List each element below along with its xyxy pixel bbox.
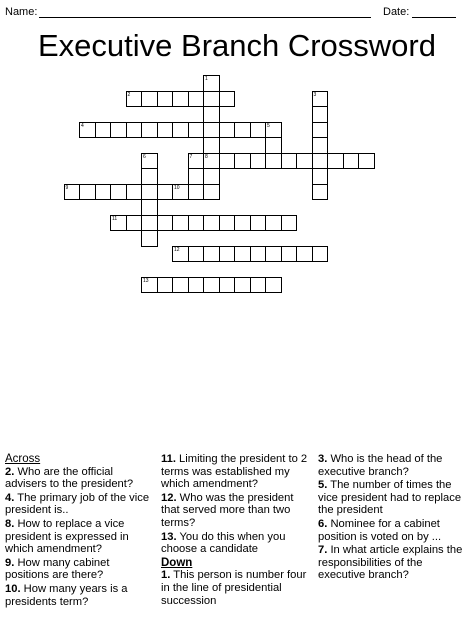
crossword-cell[interactable] — [203, 122, 220, 139]
clue-text: Limiting the president to 2 terms was established my which amendment? — [161, 453, 308, 491]
cell-number: 2 — [127, 91, 131, 98]
crossword-cell[interactable] — [141, 153, 158, 170]
crossword-cell[interactable] — [157, 91, 174, 108]
crossword-cell[interactable] — [296, 153, 313, 170]
clue-column-3 — [318, 453, 470, 583]
crossword-cell[interactable] — [203, 153, 220, 170]
clue-text: The primary job of the vice president is.. — [5, 491, 150, 517]
crossword-cell[interactable] — [188, 168, 205, 185]
clue-number: 1. — [161, 569, 171, 582]
crossword-cell[interactable] — [265, 215, 282, 232]
crossword-cell[interactable] — [141, 184, 158, 201]
crossword-cell[interactable] — [234, 246, 251, 263]
crossword-cell[interactable] — [141, 277, 158, 294]
clue-across-12 — [161, 492, 311, 530]
name-date-row — [5, 5, 469, 19]
crossword-cell[interactable] — [157, 122, 174, 139]
crossword-cell[interactable] — [110, 122, 127, 139]
crossword-cell[interactable] — [188, 122, 205, 139]
crossword-cell[interactable] — [203, 277, 220, 294]
crossword-cell[interactable] — [358, 153, 375, 170]
clue-across-9 — [5, 557, 153, 582]
clue-text: How many cabinet positions are there? — [5, 556, 110, 582]
crossword-cell[interactable] — [157, 215, 174, 232]
crossword-cell[interactable] — [110, 184, 127, 201]
crossword-cell[interactable] — [126, 91, 143, 108]
crossword-cell[interactable] — [188, 246, 205, 263]
cell-number: 9 — [65, 184, 69, 191]
crossword-cell[interactable] — [79, 184, 96, 201]
clue-column-1 — [5, 453, 153, 609]
clue-number: 7. — [318, 544, 328, 557]
cell-number: 3 — [313, 91, 317, 98]
clue-number: 8. — [5, 517, 15, 530]
date-label: Date: — [383, 6, 410, 18]
clue-down-5 — [318, 479, 470, 517]
clue-down-6 — [318, 518, 470, 543]
down-heading: Down — [161, 556, 193, 569]
crossword-cell[interactable] — [265, 153, 282, 170]
crossword-cell[interactable] — [126, 184, 143, 201]
clue-across-10 — [5, 583, 153, 608]
crossword-cell[interactable] — [203, 168, 220, 185]
clue-number: 13. — [161, 530, 177, 543]
crossword-cell[interactable] — [265, 277, 282, 294]
crossword-cell[interactable] — [141, 168, 158, 185]
crossword-cell[interactable] — [219, 91, 236, 108]
clue-text: This person is number four in the line of presidential succession — [161, 569, 307, 607]
clue-number: 3. — [318, 453, 328, 465]
cell-number: 1 — [205, 76, 208, 82]
cell-number: 12 — [174, 246, 180, 253]
crossword-cell[interactable] — [312, 122, 329, 139]
cell-number: 4 — [81, 122, 84, 129]
clue-down-3 — [318, 453, 470, 478]
clue-number: 4. — [5, 491, 15, 504]
crossword-cell[interactable] — [250, 153, 267, 170]
cell-number: 5 — [267, 122, 270, 129]
clue-number: 12. — [161, 491, 177, 504]
clue-number: 6. — [318, 517, 328, 530]
crossword-cell[interactable] — [141, 199, 158, 216]
crossword-cell[interactable] — [312, 153, 329, 170]
cell-number: 8 — [205, 153, 208, 160]
crossword-cell[interactable] — [234, 153, 251, 170]
clue-text: How many years is a presidents term? — [5, 582, 128, 608]
crossword-cell[interactable] — [250, 215, 267, 232]
clue-text: In what article explains the responsibilities of the executive branch? — [318, 544, 463, 582]
crossword-cell[interactable] — [141, 91, 158, 108]
crossword-cell[interactable] — [157, 277, 174, 294]
clue-number: 10. — [5, 582, 21, 595]
clue-column-2 — [161, 453, 311, 608]
clue-text: Who was the president that served more than two terms? — [161, 491, 294, 529]
cell-number: 7 — [189, 153, 193, 160]
crossword-cell[interactable] — [203, 106, 220, 123]
crossword-cell[interactable] — [312, 184, 329, 201]
crossword-cell[interactable] — [188, 91, 205, 108]
crossword-cell[interactable] — [172, 184, 189, 201]
clue-text: The number of times the vice president had to replace the president — [318, 479, 462, 517]
crossword-cell[interactable] — [188, 277, 205, 294]
crossword-cell[interactable] — [219, 215, 236, 232]
crossword-cell[interactable] — [64, 184, 81, 201]
clue-down-7 — [318, 544, 470, 582]
crossword-cell[interactable] — [126, 122, 143, 139]
crossword-cell[interactable] — [312, 246, 329, 263]
crossword-cell[interactable] — [219, 246, 236, 263]
crossword-cell[interactable] — [281, 246, 298, 263]
crossword-cell[interactable] — [203, 137, 220, 154]
clue-text: How to replace a vice president is expressed in which amendment? — [5, 517, 129, 556]
cell-number: 10 — [174, 184, 180, 191]
crossword-cell[interactable] — [312, 137, 329, 154]
crossword-cell[interactable] — [141, 230, 158, 247]
clue-across-2 — [5, 466, 153, 491]
crossword-cell[interactable] — [265, 122, 282, 139]
crossword-cell[interactable] — [172, 215, 189, 232]
crossword-cell[interactable] — [188, 184, 205, 201]
clue-across-11 — [161, 453, 311, 491]
clue-number: 11. — [161, 453, 176, 465]
clue-number: 2. — [5, 465, 15, 478]
crossword-cell[interactable] — [172, 277, 189, 294]
crossword-cell[interactable] — [265, 137, 282, 154]
crossword-cell[interactable] — [188, 215, 205, 232]
clue-across-13 — [161, 531, 311, 556]
crossword-cell[interactable] — [172, 122, 189, 139]
crossword-cell[interactable] — [281, 215, 298, 232]
crossword-cell[interactable] — [343, 153, 360, 170]
crossword-cell[interactable] — [281, 153, 298, 170]
name-label: Name: — [5, 6, 38, 18]
clue-text: Who is the head of the executive branch? — [318, 453, 443, 478]
crossword-cell[interactable] — [234, 277, 251, 294]
crossword-cell[interactable] — [312, 106, 329, 123]
clue-text: Who are the official advisers to the president? — [5, 465, 134, 491]
clue-text: You do this when you choose a candidate — [161, 530, 286, 556]
crossword-cell[interactable] — [250, 246, 267, 263]
crossword-cell[interactable] — [203, 91, 220, 108]
crossword-cell[interactable] — [312, 168, 329, 185]
clue-down-1 — [161, 569, 311, 607]
crossword-cell[interactable] — [203, 75, 220, 92]
crossword-cell[interactable] — [203, 215, 220, 232]
cell-number: 11 — [112, 215, 118, 222]
crossword-cell[interactable] — [110, 215, 127, 232]
crossword-cell[interactable] — [234, 215, 251, 232]
clues-section — [0, 453, 474, 629]
crossword-cell[interactable] — [95, 122, 112, 139]
crossword-cell[interactable] — [234, 122, 251, 139]
cell-number: 13 — [143, 277, 149, 284]
cell-number: 6 — [143, 153, 146, 160]
crossword-cell[interactable] — [265, 246, 282, 263]
crossword-cell[interactable] — [203, 246, 220, 263]
crossword-cell[interactable] — [141, 122, 158, 139]
crossword-cell[interactable] — [203, 184, 220, 201]
clue-text: Nominee for a cabinet position is voted on by ... — [318, 517, 442, 543]
date-line[interactable] — [412, 17, 456, 18]
crossword-cell[interactable] — [172, 246, 189, 263]
crossword-cell[interactable] — [296, 246, 313, 263]
clue-number: 5. — [318, 479, 328, 492]
clue-across-4 — [5, 492, 153, 517]
crossword-cell[interactable] — [327, 153, 344, 170]
crossword-cell[interactable] — [172, 91, 189, 108]
crossword-cell[interactable] — [219, 153, 236, 170]
crossword-cell[interactable] — [250, 122, 267, 139]
across-heading: Across — [5, 453, 41, 465]
crossword-cell[interactable] — [188, 153, 205, 170]
crossword-cell[interactable] — [219, 122, 236, 139]
crossword-cell[interactable] — [79, 122, 96, 139]
clue-across-8 — [5, 518, 153, 556]
crossword-cell[interactable] — [157, 184, 174, 201]
name-line[interactable] — [39, 17, 371, 18]
page-title: Executive Branch Crossword — [38, 28, 436, 63]
crossword-cell[interactable] — [141, 215, 158, 232]
clue-number: 9. — [5, 556, 15, 569]
crossword-cell[interactable] — [312, 91, 329, 108]
crossword-cell[interactable] — [95, 184, 112, 201]
crossword-cell[interactable] — [126, 215, 143, 232]
crossword-cell[interactable] — [219, 277, 236, 294]
crossword-cell[interactable] — [250, 277, 267, 294]
